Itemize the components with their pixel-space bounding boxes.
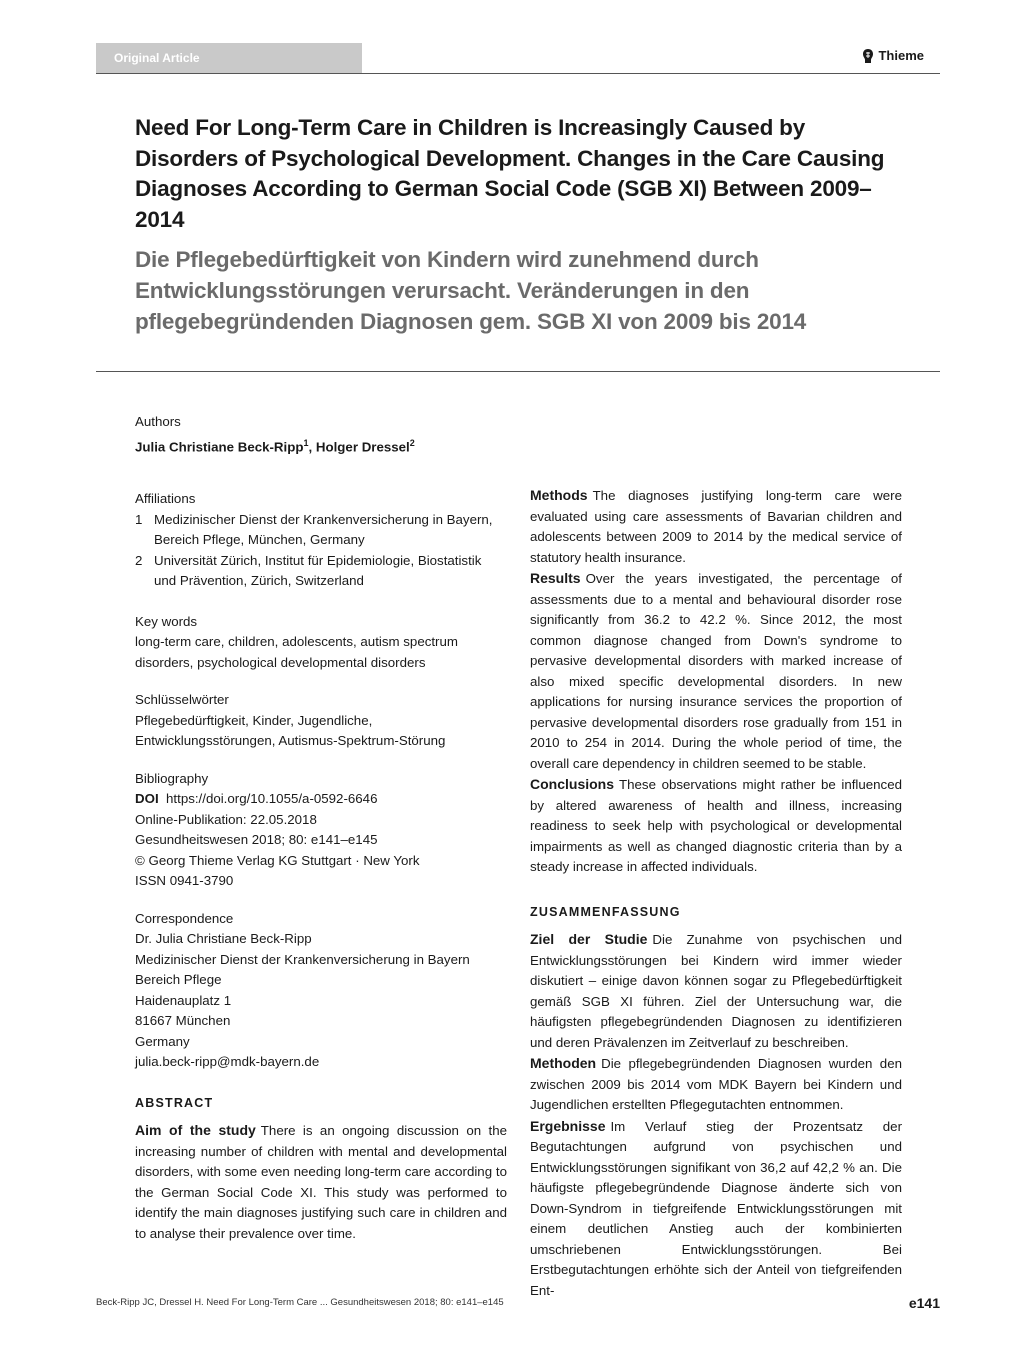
abstract-results bbox=[530, 568, 902, 774]
schluesselwoerter-text: Pflegebedürftigkeit, Kinder, Jugendliche, Entwicklungsstörungen, Autismus-Spektrum-Störung bbox=[135, 712, 446, 749]
keywords-label: Key words bbox=[135, 613, 198, 629]
author-1: Julia Christiane Beck-Ripp bbox=[135, 438, 304, 454]
zusammenfassung-ziel-label: Ziel der Studie bbox=[530, 931, 648, 947]
publisher-name: Thieme bbox=[878, 48, 924, 63]
abstract-conclusions-text: These observations might rather be influenced by altered awareness of health and illness, increasing readiness to seek help with psychological or developmental impairments as well as changed diagnostic criteria than by a steady increase in affected individuals. bbox=[530, 777, 902, 874]
zusammenfassung-ergebnisse-text: Im Verlauf stieg der Prozentsatz der Begutachtungen aufgrund von psychischen und Entwicklungsstörungen signifikant von 36,2 auf 42,2 % an. Die häufigste pflegebegründende Diagnose änderte sich von Down-Syndrom in tiefgreifende Entwicklungsstörungen mit einem deutlichen Anstieg auch der kombinierten umschriebenen Entwicklungsstörungen. Bei Erstbegutachtungen erhöhte sich der Anteil von tiefgreifenden Ent- bbox=[530, 1118, 902, 1298]
doi-link[interactable]: https://doi.org/10.1055/a-0592-6646 bbox=[166, 791, 378, 807]
correspondence-line: Germany bbox=[135, 1033, 190, 1049]
journal-citation: Gesundheitswesen 2018; 80: e141–e145 bbox=[135, 832, 378, 848]
left-column bbox=[135, 412, 507, 1244]
affiliation-number: 1 bbox=[135, 511, 143, 527]
online-publication: Online-Publikation: 22.05.2018 bbox=[135, 811, 317, 827]
abstract-conclusions-label: Conclusions bbox=[530, 776, 615, 792]
title-english: Need For Long-Term Care in Children is Increasingly Caused by Disorders of Psychological Development. Changes in the Care Causing Diagnoses According to German Social Code (SGB XI) Between 2009–2014 bbox=[135, 115, 885, 232]
abstract-methods-label: Methods bbox=[530, 487, 588, 503]
abstract-results-text: Over the years investigated, the percentage of assessments due to a mental and behavioural disorder rose significantly from 36.2 to 42.2 %. Since 2012, the most common diagnose changed from Down's syndrome to pervasive developmental disorders with marked increase of also mixed specific developmental disorders. In new applications for nursing insurance services the proportion of pervasive developmental disorders rose gradually from 151 in 2010 to 254 in 2014. During the whole period of time, the overall care dependency in children seemed to be stable. bbox=[530, 571, 902, 771]
author-1-affil: 1 bbox=[303, 437, 309, 448]
correspondence-line: Dr. Julia Christiane Beck-Ripp bbox=[135, 931, 312, 947]
authors-label: Authors bbox=[135, 414, 181, 429]
zusammenfassung-heading: ZUSAMMENFASSUNG bbox=[530, 904, 681, 919]
keywords-text: long-term care, children, adolescents, autism spectrum disorders, psychological developmental disorders bbox=[135, 634, 458, 670]
header-rule bbox=[96, 73, 940, 74]
abstract-heading: ABSTRACT bbox=[135, 1095, 214, 1110]
author-sep: , bbox=[308, 438, 316, 454]
schluesselwoerter-label: Schlüsselwörter bbox=[135, 692, 229, 708]
title-german: Die Pflegebedürftigkeit von Kindern wird zunehmend durch Entwicklungsstörungen verursacht. Veränderungen in den pflegebegründenden Diagnosen gem. SGB XI von 2009 bis 2014 bbox=[135, 247, 807, 334]
zusammenfassung-methoden-text: Die pflegebegründenden Diagnosen wurden den zwischen 2009 bis 2014 vom MDK Bayern bei Kindern und Jugendlichen erstellten Pflegegutachten entnommen. bbox=[530, 1056, 902, 1112]
abstract-aim-label: Aim of the study bbox=[135, 1122, 256, 1139]
zusammenfassung-ergebnisse bbox=[530, 1116, 902, 1302]
zusammenfassung-ziel-text: Die Zunahme von psychischen und Entwicklungsstörungen bei Kindern wird immer wieder diskutiert – einige davon können sogar zu Pflegebedürftigkeit gemäß SGB XI führen. Ziel der Untersuchung war, die häufigsten pflegebegründenden Diagnosen zu identifizieren und deren Prävalenzen im Zeitverlauf zu beschreiben. bbox=[530, 932, 902, 1050]
abstract-aim bbox=[135, 1120, 507, 1244]
abstract-aim-text: There is an ongoing discussion on the increasing number of children with mental and developmental disorders, with some even needing long-term care according to the German Social Code XI. This study was performed to identify the main diagnoses justifying such care in children and to analyse their prevalence over time. bbox=[135, 1123, 508, 1241]
copyright: © Georg Thieme Verlag KG Stuttgart · New York bbox=[135, 852, 420, 868]
abstract-conclusions bbox=[530, 774, 902, 878]
affiliation-number: 2 bbox=[135, 552, 143, 568]
affiliation-item bbox=[135, 551, 507, 592]
affiliations-label: Affiliations bbox=[135, 491, 196, 507]
affiliation-text: Universität Zürich, Institut für Epidemiologie, Biostatistik und Prävention, Zürich, Switzerland bbox=[154, 552, 482, 589]
right-column bbox=[530, 485, 902, 1301]
affiliations-list bbox=[135, 510, 507, 592]
correspondence-email[interactable]: julia.beck-ripp@mdk-bayern.de bbox=[135, 1054, 320, 1070]
bibliography-label: Bibliography bbox=[135, 770, 209, 786]
zusammenfassung-methoden bbox=[530, 1053, 902, 1116]
correspondence-line: Haidenauplatz 1 bbox=[135, 992, 232, 1008]
abstract-methods bbox=[530, 485, 902, 568]
thieme-logo-icon bbox=[862, 49, 874, 63]
doi-label: DOI bbox=[135, 791, 159, 807]
issn: ISSN 0941-3790 bbox=[135, 873, 234, 889]
doi-line bbox=[135, 789, 507, 810]
author-2: Holger Dressel bbox=[315, 438, 410, 454]
affiliation-item bbox=[135, 510, 507, 551]
authors-names bbox=[135, 433, 507, 458]
correspondence-label: Correspondence bbox=[135, 910, 234, 926]
zusammenfassung-ziel bbox=[530, 929, 902, 1053]
zusammenfassung-ergebnisse-label: Ergebnisse bbox=[530, 1117, 606, 1134]
section-label: Original Article bbox=[114, 51, 200, 65]
correspondence-line: Medizinischer Dienst der Krankenversicherung in Bayern bbox=[135, 951, 470, 967]
abstract-results-label: Results bbox=[530, 570, 581, 586]
title-rule bbox=[96, 371, 940, 372]
abstract-methods-text: The diagnoses justifying long-term care were evaluated using care assessments of Bavarian children and adolescents between 2009 to 2014 by the medical service of statutory health insurance. bbox=[530, 488, 902, 565]
zusammenfassung-methoden-label: Methoden bbox=[530, 1055, 597, 1071]
correspondence-line: Bereich Pflege bbox=[135, 972, 222, 988]
section-label-bar bbox=[96, 43, 362, 74]
footer-citation: Beck-Ripp JC, Dressel H. Need For Long-Term Care ... Gesundheitswesen 2018; 80: e141–e145 bbox=[96, 1297, 504, 1308]
page-number: e141 bbox=[908, 1295, 940, 1311]
publisher-logo bbox=[862, 48, 924, 63]
correspondence-line: 81667 München bbox=[135, 1013, 231, 1029]
affiliation-text: Medizinischer Dienst der Krankenversicherung in Bayern, Bereich Pflege, München, Germany bbox=[154, 511, 493, 548]
author-2-affil: 2 bbox=[409, 437, 415, 448]
